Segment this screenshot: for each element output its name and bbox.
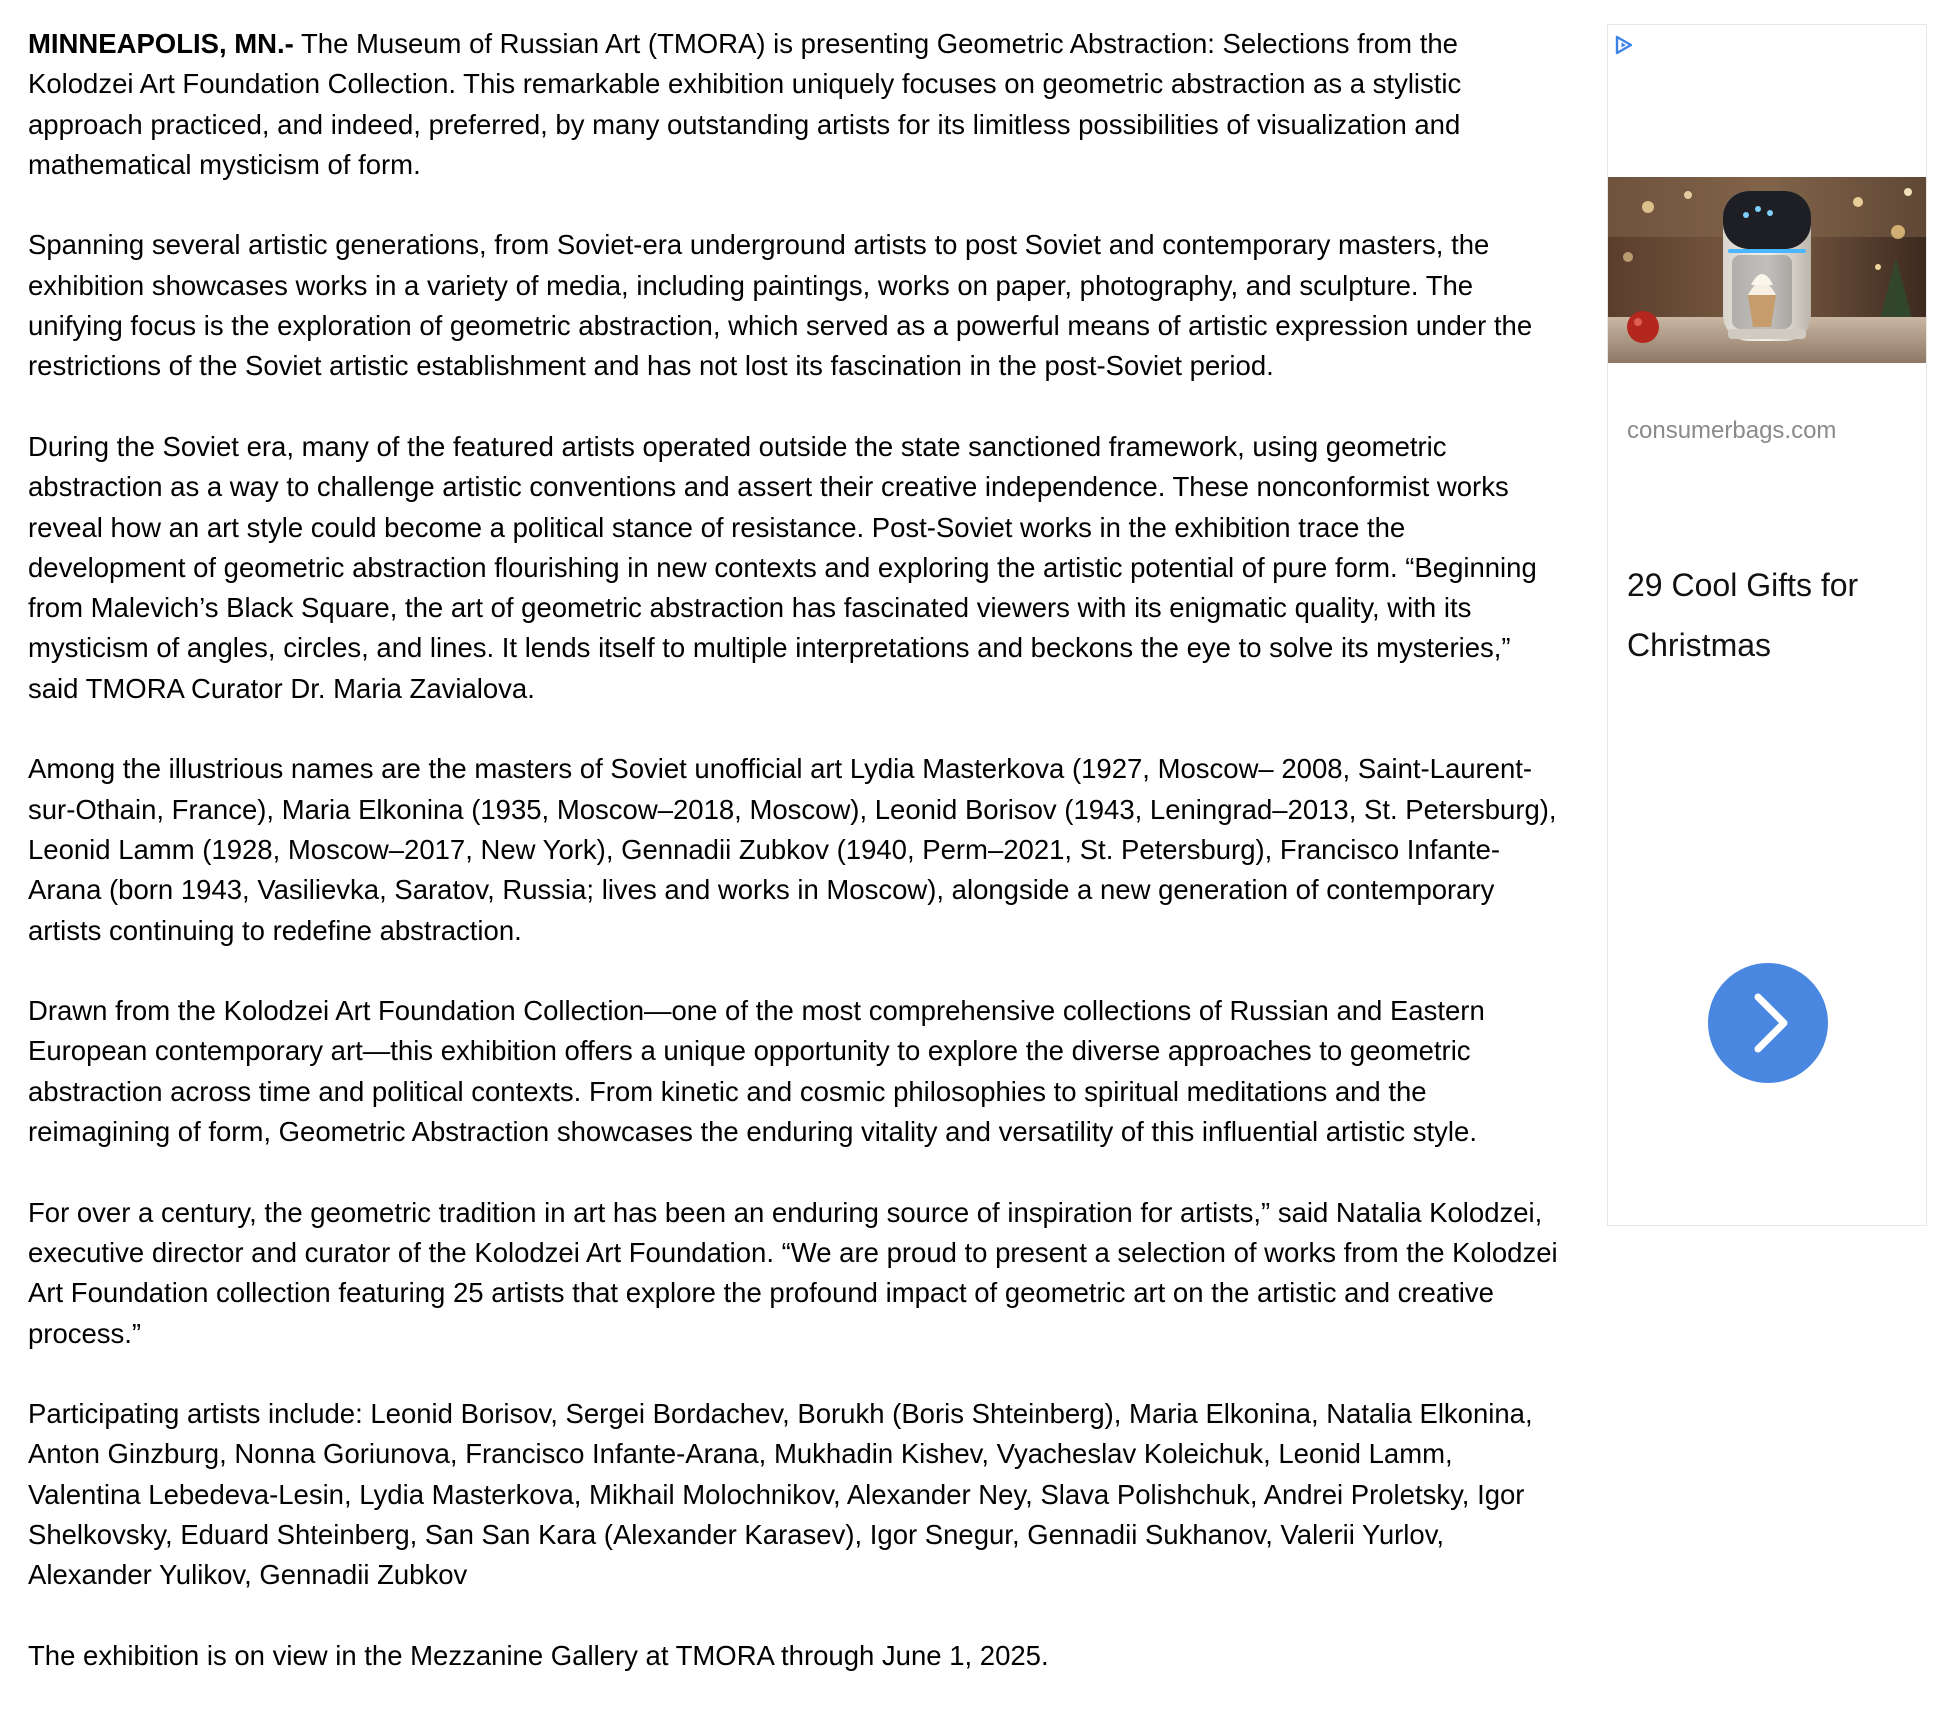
paragraph-lead — [28, 24, 1558, 185]
paragraph: Spanning several artistic generations, from Soviet-era underground artists to post Soviet and contemporary masters, the exhibition showcases works in a variety of media, including paintings, works on paper, photography, and sculpture. The unifying focus is the exploration of geometric abstraction, which served as a powerful means of artistic expression under the restrictions of the Soviet artistic establishment and has not lost its fascination in the post-Soviet period. — [28, 229, 1533, 382]
lead-text: The Museum of Russian Art (TMORA) is presenting Geometric Abstraction: Selections from the Kolodzei Art Foundation Collection. This remarkable exhibition uniquely focuses on geometric abstraction as a stylistic approach practiced, and indeed, preferred, by many outstanding artists for its limitless possibilities of visualization and mathematical mysticism of form. — [28, 28, 1462, 180]
paragraph: For over a century, the geometric tradition in art has been an enduring source of inspiration for artists,” said Natalia Kolodzei, executive director and curator of the Kolodzei Art Foundation. “We are proud to present a selection of works from the Kolodzei Art Foundation collection featuring 25 artists that explore the profound impact of geometric art on the artistic and creative process.” — [28, 1196, 1558, 1349]
paragraph: Among the illustrious names are the masters of Soviet unofficial art Lydia Masterkova (1927, Moscow– 2008, Saint-Laurent-sur-Othain, France), Maria Elkonina (1935, Moscow–2018, Moscow), Leonid Borisov (1943, Leningrad–2013, St. Petersburg), Leonid Lamm (1928, Moscow–2017, New York), Gennadii Zubkov (1940, Perm–2021, St. Petersburg), Francisco Infante-Arana (born 1943, Vasilievka, Saratov, Russia; lives and works in Moscow), alongside a new generation of contemporary artists continuing to redefine abstraction. — [28, 753, 1557, 946]
ad-product-image[interactable] — [1608, 177, 1926, 363]
chevron-right-icon — [1708, 963, 1828, 1083]
paragraph: Participating artists include: Leonid Borisov, Sergei Bordachev, Borukh (Boris Shteinberg), Maria Elkonina, Natalia Elkonina, Anton Ginzburg, Nonna Goriunova, Francisco Infante-Arana, Mukhadin Kishev, Vyacheslav Koleichuk, Leonid Lamm, Valentina Lebedeva-Lesin, Lydia Masterkova, Mikhail Molochnikov, Alexander Ney, Slava Polishchuk, Andrei Proletsky, Igor Shelkovsky, Eduard Shteinberg, San San Kara (Alexander Karasev), Igor Snegur, Gennadii Sukhanov, Valerii Yurlov, Alexander Yulikov, Gennadii Zubkov — [28, 1398, 1533, 1591]
ad-headline[interactable]: 29 Cool Gifts for Christmas — [1627, 567, 1859, 663]
ad-domain[interactable]: consumerbags.com — [1627, 417, 1837, 444]
adchoices-icon[interactable] — [1613, 34, 1635, 56]
article-body — [28, 24, 1558, 1716]
paragraph: During the Soviet era, many of the featured artists operated outside the state sanctioned framework, using geometric abstraction as a way to challenge artistic conventions and assert their creative independence. These nonconformist works reveal how an art style could become a political stance of resistance. Post-Soviet works in the exhibition trace the development of geometric abstraction flourishing in new contexts and exploring the artistic potential of pure form. “Beginning from Malevich’s Black Square, the art of geometric abstraction has fascinated viewers with its enigmatic quality, with its mysticism of angles, circles, and lines. It lends itself to multiple interpretations and beckons the eye to solve its mysteries,” said TMORA Curator Dr. Maria Zavialova. — [28, 430, 1537, 704]
sidebar-ad[interactable] — [1607, 24, 1927, 1226]
paragraph: Drawn from the Kolodzei Art Foundation Collection—one of the most comprehensive collections of Russian and Eastern European contemporary art—this exhibition offers a unique opportunity to explore the diverse approaches to geometric abstraction across time and political contexts. From kinetic and cosmic philosophies to spiritual meditations and the reimagining of form, Geometric Abstraction showcases the enduring vitality and versatility of this influential artistic style. — [28, 995, 1485, 1148]
dateline: MINNEAPOLIS, MN.- — [28, 28, 294, 59]
ad-next-button[interactable] — [1708, 963, 1828, 1083]
paragraph: The exhibition is on view in the Mezzanine Gallery at TMORA through June 1, 2025. — [28, 1639, 1049, 1671]
